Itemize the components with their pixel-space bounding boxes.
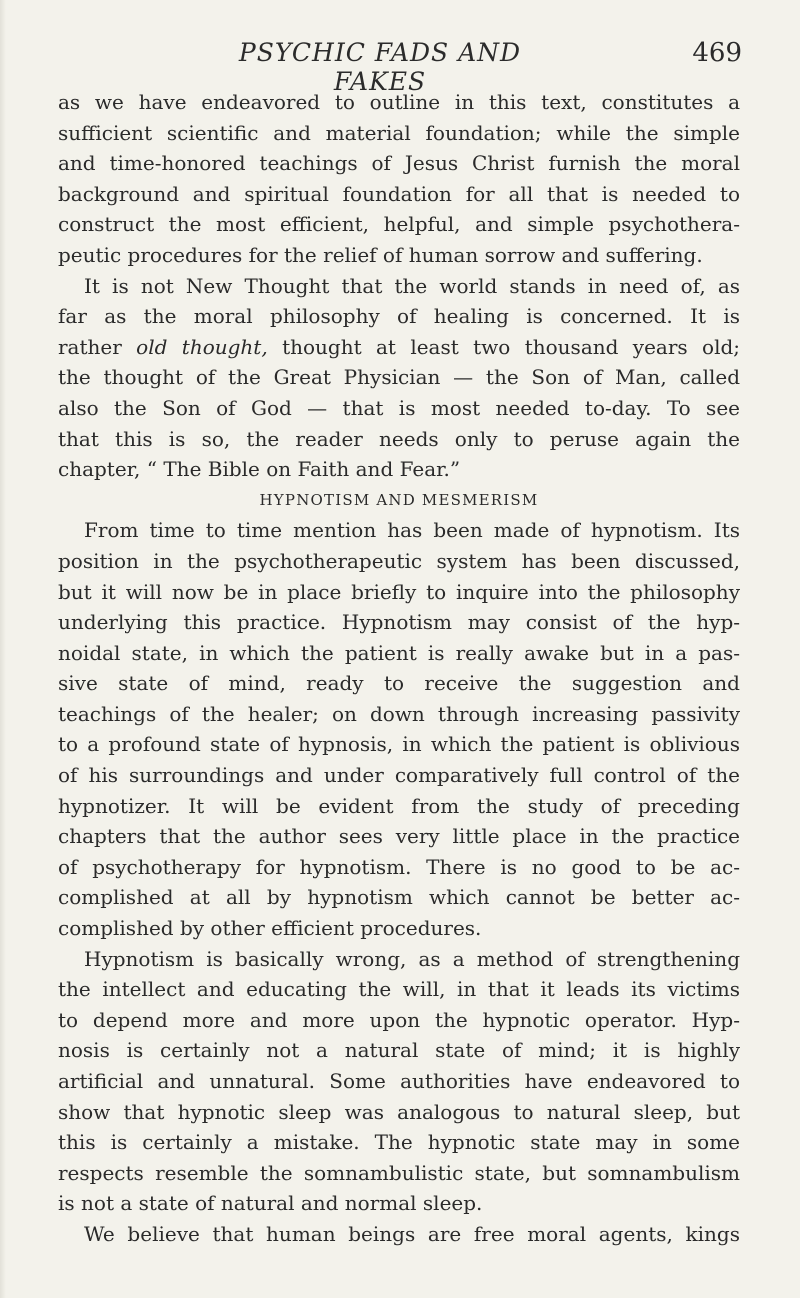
text-line: noidal state, in which the patient is really awake but in a pas-: [58, 640, 740, 665]
paragraph-2: [58, 271, 740, 485]
text-line: background and spiritual foundation for all that is needed to: [58, 181, 740, 206]
text-line: Hypnotism is basically wrong, as a method of strengthening: [84, 946, 740, 971]
text-line: chapter, “ The Bible on Faith and Fear.”: [58, 457, 461, 482]
text-line: nosis is certainly not a natural state of mind; it is highly: [58, 1038, 740, 1063]
text-line: complished by other efficient procedures.: [58, 916, 482, 941]
text-line: is not a state of natural and normal sleep.: [58, 1191, 483, 1216]
text-line: far as the moral philosophy of healing is concerned. It is: [58, 304, 740, 329]
text-line: peutic procedures for the relief of human sorrow and suffering.: [58, 242, 703, 267]
text-line: of his surroundings and under comparatively full control of the: [58, 763, 740, 788]
text-line: and time-honored teachings of Jesus Christ furnish the moral: [58, 151, 740, 176]
text-line: position in the psychotherapeutic system has been discussed,: [58, 548, 740, 573]
text-segment: thought at least two thousand years old;: [267, 334, 740, 359]
text-line: sufficient scientific and material foundation; while the simple: [58, 120, 740, 145]
text-line: the intellect and educating the will, in that it leads its victims: [58, 977, 740, 1002]
text-line: We believe that human beings are free moral agents, kings: [84, 1221, 740, 1246]
text-line: of psychotherapy for hypnotism. There is no good to be ac-: [58, 854, 740, 879]
page-header: [0, 38, 800, 96]
text-line: teachings of the healer; on down through increasing passivity: [58, 701, 740, 726]
text-line: complished at all by hypnotism which cannot be better ac-: [58, 885, 740, 910]
text-line: to a profound state of hypnosis, in which the patient is oblivious: [58, 732, 740, 757]
text-line: also the Son of God — that is most needed to-day. To see: [58, 395, 740, 420]
text-line: artificial and unnatural. Some authorities have endeavored to: [58, 1069, 740, 1093]
emphasis-old-thought: old thought,: [136, 334, 268, 359]
page-number: 469: [692, 38, 742, 68]
text-line: that this is so, the reader needs only to peruse again the: [58, 426, 740, 451]
text-line: sive state of mind, ready to receive the suggestion and: [58, 671, 740, 696]
text-line: respects resemble the somnambulistic state, but somnambulism: [58, 1160, 740, 1185]
paragraph-4: [58, 944, 740, 1219]
section-heading: HYPNOTISM AND MESMERISM: [259, 490, 539, 509]
text-line: but it will now be in place briefly to inquire into the philosophy: [58, 579, 740, 604]
body-text: [58, 87, 740, 1250]
text-line: From time to time mention has been made of hypnotism. Its: [84, 518, 740, 543]
text-line: hypnotizer. It will be evident from the study of preceding: [58, 793, 740, 818]
text-line-with-emphasis: [58, 332, 740, 363]
paragraph-3: [58, 515, 740, 943]
text-line: construct the most efficient, helpful, and simple psychothera-: [58, 212, 740, 237]
running-title: PSYCHIC FADS AND FAKES: [238, 38, 522, 96]
text-line: show that hypnotic sleep was analogous to natural sleep, but: [58, 1099, 740, 1124]
text-line: underlying this practice. Hypnotism may consist of the hyp-: [58, 610, 740, 635]
paragraph-5: [58, 1219, 740, 1250]
text-segment: rather: [58, 334, 137, 359]
text-line: chapters that the author sees very little place in the practice: [58, 824, 740, 849]
text-line: It is not New Thought that the world stands in need of, as: [84, 273, 740, 298]
text-line: to depend more and more upon the hypnotic operator. Hyp-: [58, 1007, 740, 1032]
text-line: the thought of the Great Physician — the Son of Man, called: [58, 365, 740, 390]
text-line: this is certainly a mistake. The hypnotic state may in some: [58, 1130, 740, 1155]
text-line: as we have endeavored to outline in this text, constitutes a: [58, 90, 740, 114]
paragraph-1: [58, 87, 740, 271]
page-edge-shadow: [0, 0, 6, 1298]
